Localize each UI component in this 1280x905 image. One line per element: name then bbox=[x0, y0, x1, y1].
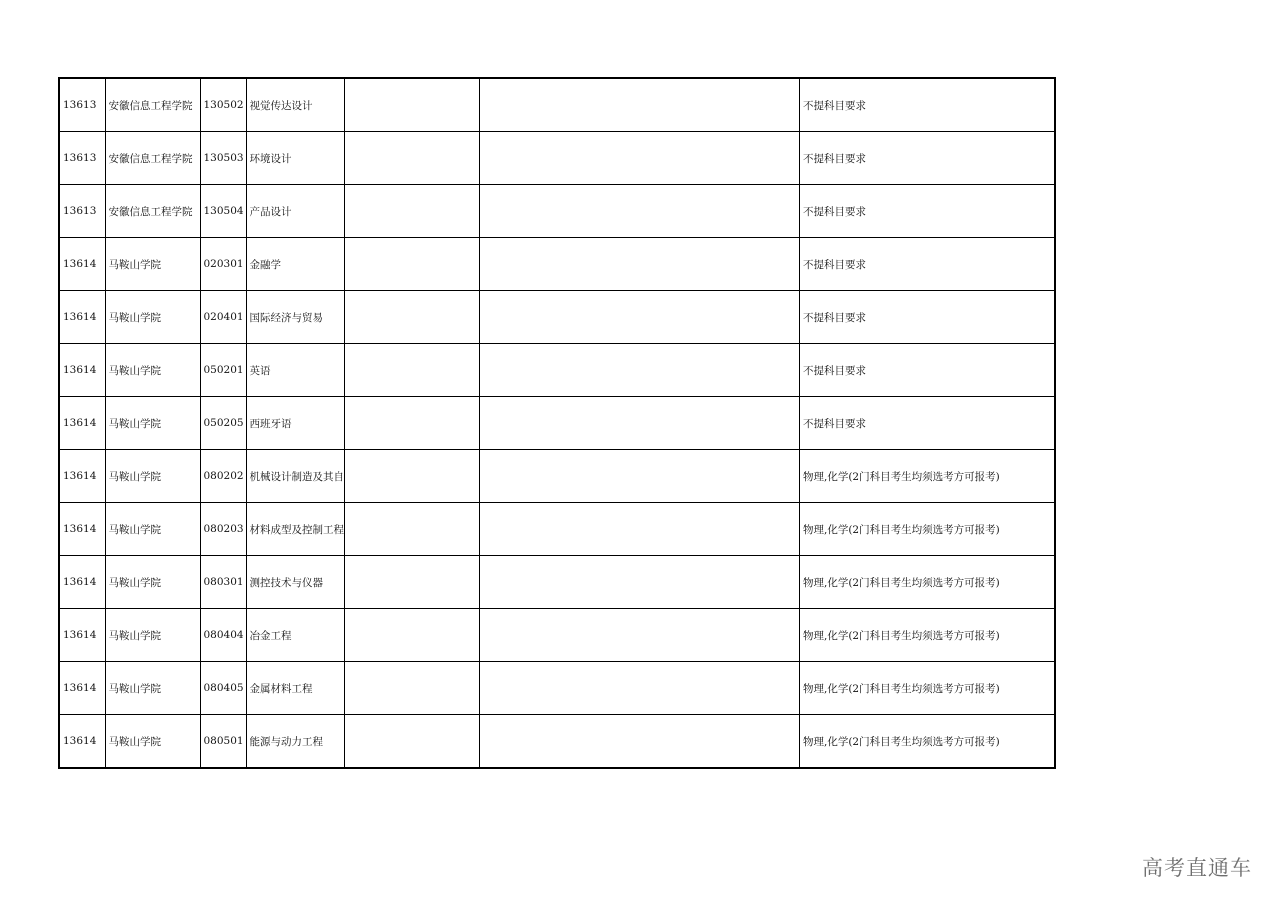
major-code-cell: 020301 bbox=[200, 238, 246, 291]
major-code-cell: 130504 bbox=[200, 185, 246, 238]
blank-cell bbox=[345, 503, 480, 556]
major-code-cell: 050205 bbox=[200, 397, 246, 450]
table-row bbox=[59, 238, 1055, 291]
major-name-cell: 环境设计 bbox=[246, 132, 345, 185]
subject-requirement-cell: 物理,化学(2门科目考生均须选考方可报考) bbox=[800, 556, 1055, 609]
blank-cell bbox=[480, 556, 800, 609]
major-code-cell: 130502 bbox=[200, 78, 246, 132]
subject-requirement-cell: 不提科目要求 bbox=[800, 185, 1055, 238]
school-name-cell: 马鞍山学院 bbox=[105, 397, 200, 450]
table-row bbox=[59, 609, 1055, 662]
blank-cell bbox=[480, 662, 800, 715]
table-row bbox=[59, 291, 1055, 344]
school-name-cell: 马鞍山学院 bbox=[105, 503, 200, 556]
subject-requirement-cell: 不提科目要求 bbox=[800, 397, 1055, 450]
table-row bbox=[59, 450, 1055, 503]
table-row bbox=[59, 556, 1055, 609]
school-name-cell: 马鞍山学院 bbox=[105, 609, 200, 662]
table-row bbox=[59, 132, 1055, 185]
blank-cell bbox=[480, 503, 800, 556]
school-code-cell: 13614 bbox=[59, 450, 105, 503]
school-code-cell: 13614 bbox=[59, 397, 105, 450]
school-name-cell: 马鞍山学院 bbox=[105, 344, 200, 397]
blank-cell bbox=[480, 609, 800, 662]
subject-requirement-cell: 物理,化学(2门科目考生均须选考方可报考) bbox=[800, 450, 1055, 503]
blank-cell bbox=[345, 132, 480, 185]
school-code-cell: 13614 bbox=[59, 715, 105, 769]
blank-cell bbox=[480, 715, 800, 769]
subject-requirement-cell: 物理,化学(2门科目考生均须选考方可报考) bbox=[800, 503, 1055, 556]
major-name-cell: 产品设计 bbox=[246, 185, 345, 238]
table-row bbox=[59, 185, 1055, 238]
subject-requirement-cell: 物理,化学(2门科目考生均须选考方可报考) bbox=[800, 662, 1055, 715]
school-code-cell: 13613 bbox=[59, 78, 105, 132]
table-row bbox=[59, 662, 1055, 715]
watermark-text: 高考直通车 bbox=[1142, 856, 1252, 880]
blank-cell bbox=[345, 715, 480, 769]
school-name-cell: 马鞍山学院 bbox=[105, 715, 200, 769]
major-name-cell: 测控技术与仪器 bbox=[246, 556, 345, 609]
major-code-cell: 080501 bbox=[200, 715, 246, 769]
blank-cell bbox=[345, 609, 480, 662]
school-code-cell: 13614 bbox=[59, 556, 105, 609]
blank-cell bbox=[345, 238, 480, 291]
major-name-cell: 国际经济与贸易 bbox=[246, 291, 345, 344]
major-code-cell: 080202 bbox=[200, 450, 246, 503]
major-code-cell: 080405 bbox=[200, 662, 246, 715]
major-name-cell: 机械设计制造及其自 bbox=[246, 450, 345, 503]
blank-cell bbox=[480, 397, 800, 450]
school-code-cell: 13614 bbox=[59, 291, 105, 344]
major-code-cell: 080301 bbox=[200, 556, 246, 609]
school-code-cell: 13614 bbox=[59, 344, 105, 397]
table-row bbox=[59, 397, 1055, 450]
school-code-cell: 13614 bbox=[59, 609, 105, 662]
major-code-cell: 050201 bbox=[200, 344, 246, 397]
table-row bbox=[59, 78, 1055, 132]
school-name-cell: 马鞍山学院 bbox=[105, 450, 200, 503]
blank-cell bbox=[345, 450, 480, 503]
blank-cell bbox=[345, 185, 480, 238]
table-row bbox=[59, 503, 1055, 556]
major-name-cell: 视觉传达设计 bbox=[246, 78, 345, 132]
table-row bbox=[59, 344, 1055, 397]
table-row bbox=[59, 715, 1055, 769]
school-name-cell: 马鞍山学院 bbox=[105, 238, 200, 291]
school-code-cell: 13613 bbox=[59, 132, 105, 185]
blank-cell bbox=[345, 397, 480, 450]
major-name-cell: 金融学 bbox=[246, 238, 345, 291]
subject-requirement-cell: 不提科目要求 bbox=[800, 344, 1055, 397]
subject-requirement-cell: 不提科目要求 bbox=[800, 238, 1055, 291]
major-name-cell: 西班牙语 bbox=[246, 397, 345, 450]
blank-cell bbox=[345, 662, 480, 715]
school-name-cell: 马鞍山学院 bbox=[105, 662, 200, 715]
major-name-cell: 能源与动力工程 bbox=[246, 715, 345, 769]
blank-cell bbox=[345, 291, 480, 344]
subject-requirement-cell: 物理,化学(2门科目考生均须选考方可报考) bbox=[800, 609, 1055, 662]
subject-requirement-cell: 物理,化学(2门科目考生均须选考方可报考) bbox=[800, 715, 1055, 769]
school-name-cell: 马鞍山学院 bbox=[105, 291, 200, 344]
subject-requirement-cell: 不提科目要求 bbox=[800, 78, 1055, 132]
blank-cell bbox=[480, 132, 800, 185]
school-name-cell: 马鞍山学院 bbox=[105, 556, 200, 609]
major-code-cell: 130503 bbox=[200, 132, 246, 185]
major-requirements-table bbox=[58, 77, 1056, 769]
major-code-cell: 080203 bbox=[200, 503, 246, 556]
blank-cell bbox=[480, 344, 800, 397]
school-name-cell: 安徽信息工程学院 bbox=[105, 78, 200, 132]
blank-cell bbox=[480, 291, 800, 344]
blank-cell bbox=[480, 78, 800, 132]
blank-cell bbox=[480, 185, 800, 238]
blank-cell bbox=[345, 556, 480, 609]
blank-cell bbox=[480, 238, 800, 291]
major-name-cell: 材料成型及控制工程 bbox=[246, 503, 345, 556]
major-name-cell: 英语 bbox=[246, 344, 345, 397]
major-name-cell: 金属材料工程 bbox=[246, 662, 345, 715]
major-name-cell: 冶金工程 bbox=[246, 609, 345, 662]
blank-cell bbox=[345, 78, 480, 132]
subject-requirement-cell: 不提科目要求 bbox=[800, 132, 1055, 185]
blank-cell bbox=[345, 344, 480, 397]
major-code-cell: 080404 bbox=[200, 609, 246, 662]
school-name-cell: 安徽信息工程学院 bbox=[105, 185, 200, 238]
school-code-cell: 13614 bbox=[59, 238, 105, 291]
school-code-cell: 13614 bbox=[59, 662, 105, 715]
school-name-cell: 安徽信息工程学院 bbox=[105, 132, 200, 185]
table-body bbox=[59, 78, 1055, 768]
school-code-cell: 13613 bbox=[59, 185, 105, 238]
school-code-cell: 13614 bbox=[59, 503, 105, 556]
subject-requirement-cell: 不提科目要求 bbox=[800, 291, 1055, 344]
major-code-cell: 020401 bbox=[200, 291, 246, 344]
blank-cell bbox=[480, 450, 800, 503]
